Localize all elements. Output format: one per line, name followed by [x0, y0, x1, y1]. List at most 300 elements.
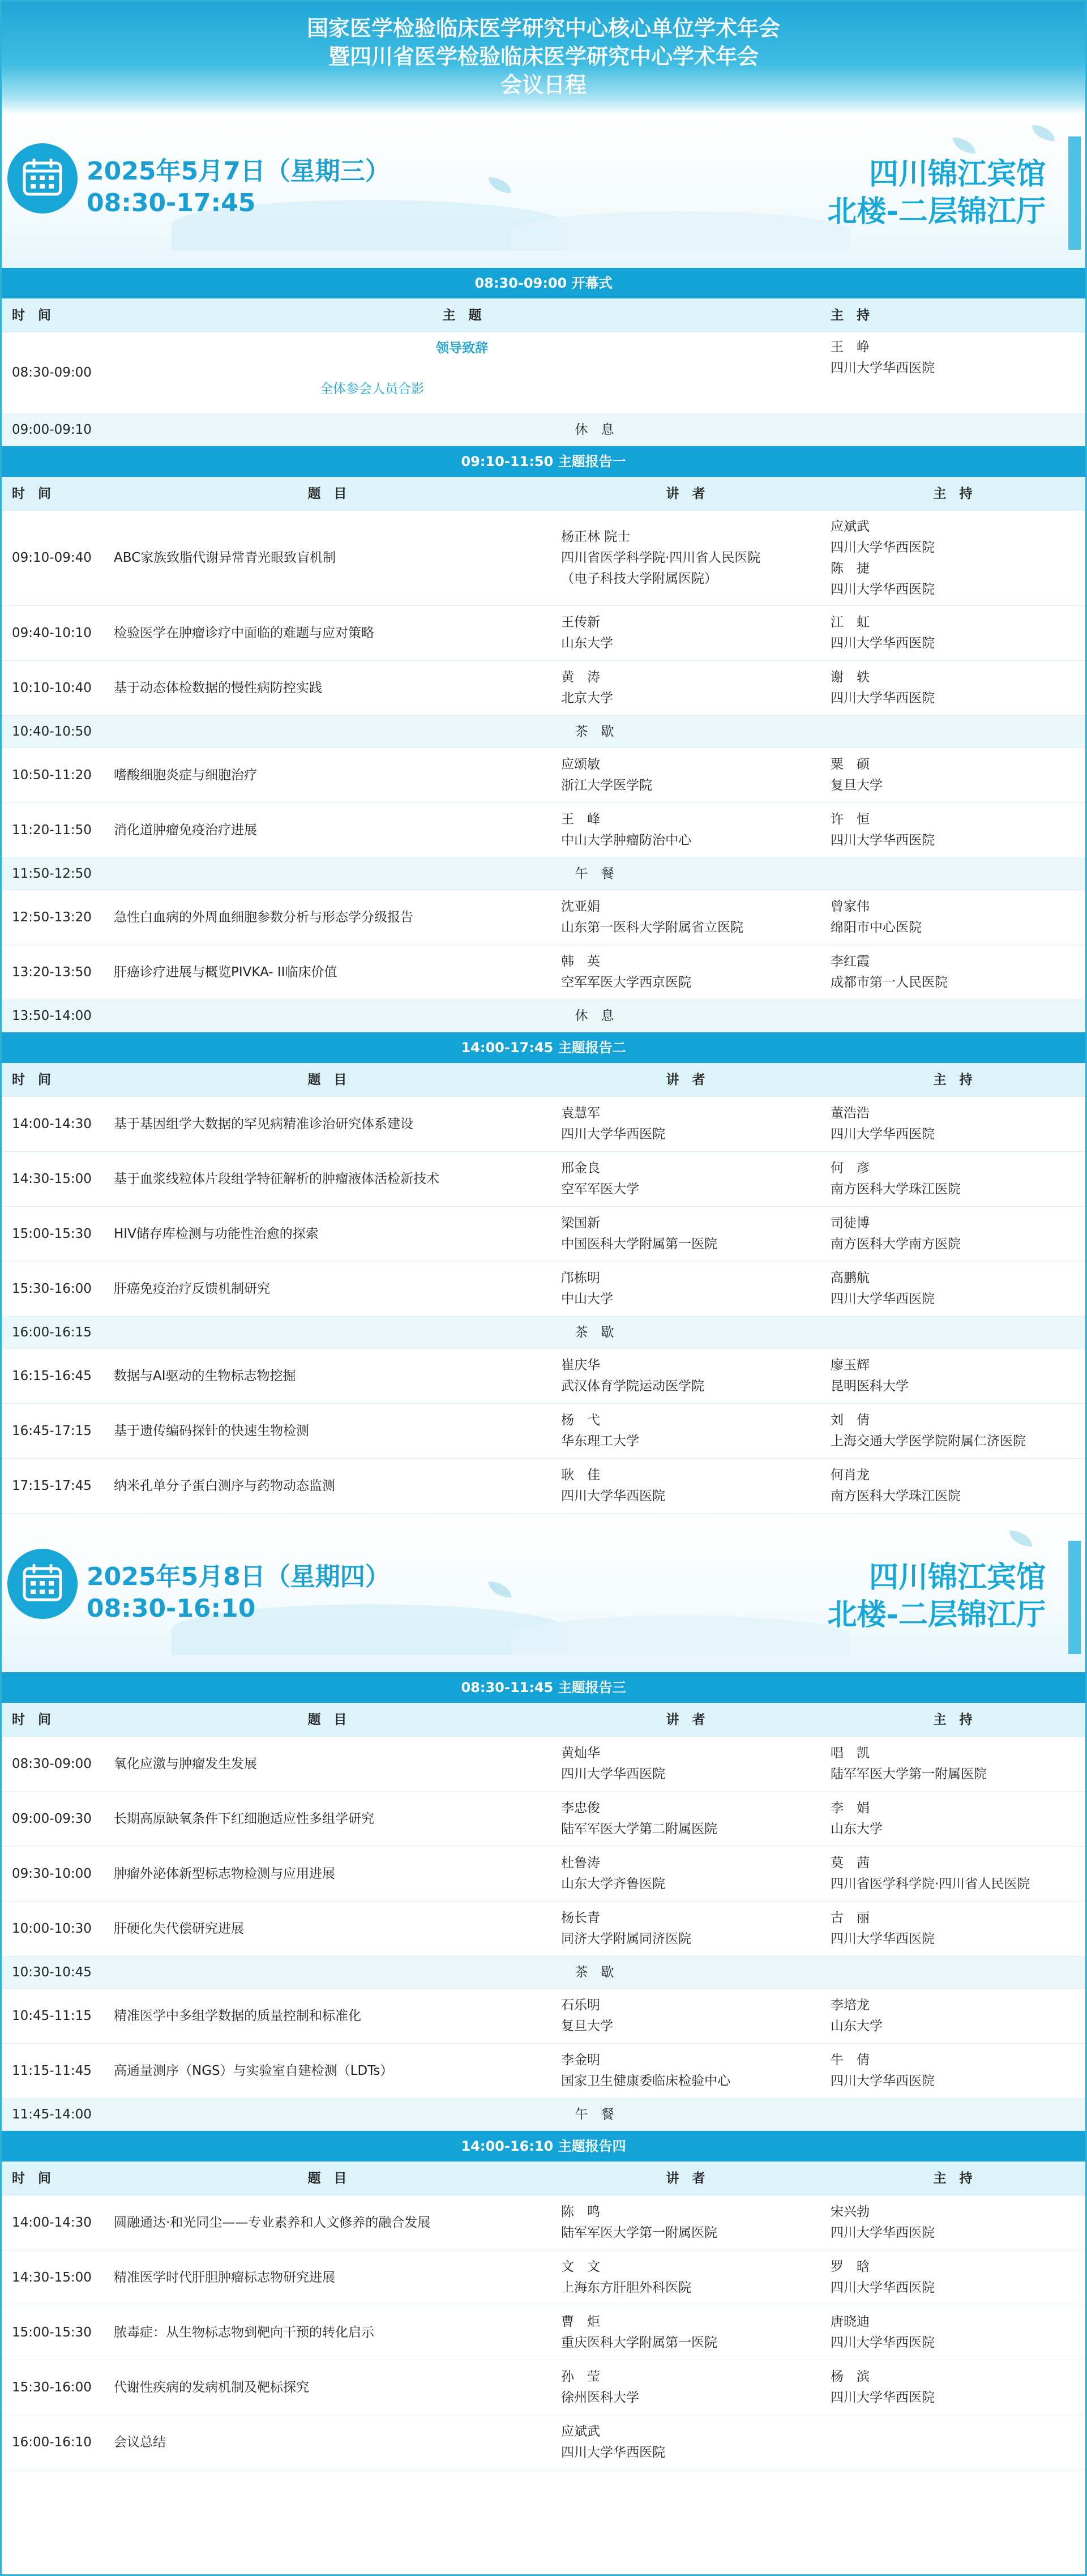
session-2-body — [2, 1032, 1085, 1514]
speaker-cell — [551, 1989, 820, 2044]
host-cell — [820, 748, 1085, 803]
speaker-org: 山东大学 — [561, 636, 613, 651]
header-speaker: 讲 者 — [551, 2162, 820, 2195]
session-header-opening — [2, 268, 1085, 299]
host-org: 四川大学华西医院 — [831, 1932, 935, 1946]
talk-row — [2, 1152, 1085, 1207]
host-org: 四川大学华西医院 — [831, 636, 935, 651]
host-name: 何 彦 — [831, 1161, 870, 1176]
speaker-cell — [551, 2044, 820, 2099]
speaker-org: 四川大学华西医院 — [561, 2445, 665, 2460]
talk-topic: 急性白血病的外周血细胞参数分析与形态学分级报告 — [104, 890, 551, 945]
host-cell — [820, 2305, 1085, 2360]
break-label: 休 息 — [104, 414, 1085, 446]
agenda-title: 会议日程 — [500, 72, 587, 97]
talk-row — [2, 1737, 1085, 1792]
host-name: 莫 茜 — [831, 1856, 870, 1870]
talk-time: 14:00-14:30 — [2, 2195, 104, 2250]
talk-topic: 氧化应激与肿瘤发生发展 — [104, 1737, 551, 1792]
speaker-org: 山东第一医科大学附属省立医院 — [561, 920, 743, 935]
speaker-org: 浙江大学医学院 — [561, 778, 652, 793]
talk-row — [2, 748, 1085, 803]
host-cell — [820, 1902, 1085, 1956]
speaker-name: 李忠俊 — [561, 1801, 600, 1815]
host-cell — [820, 1152, 1085, 1207]
host-cell — [820, 2415, 1085, 2470]
column-header-row — [2, 2162, 1085, 2195]
conference-title-2: 暨四川省医学检验临床医学研究中心学术年会 — [328, 44, 759, 69]
talk-time: 09:30-10:00 — [2, 1847, 104, 1902]
speaker-name: 黄 涛 — [561, 670, 600, 685]
day2-time: 08:30-16:10 — [87, 1594, 256, 1623]
header-time: 时 间 — [2, 299, 104, 332]
day1-date: 2025年5月7日（星期三） — [87, 157, 390, 186]
host-name: 李 娟 — [831, 1801, 870, 1815]
host-org: 四川省医学科学院·四川省人民医院 — [831, 1877, 1030, 1891]
host-org: 绵阳市中心医院 — [831, 920, 922, 935]
speaker-name: 韩 英 — [561, 954, 600, 969]
talk-topic: 精准医学时代肝胆肿瘤标志物研究进展 — [104, 2250, 551, 2305]
speaker-name: 邝栋明 — [561, 1271, 600, 1285]
talk-topic: 消化道肿瘤免疫治疗进展 — [104, 803, 551, 858]
talk-row — [2, 1459, 1085, 1514]
speaker-org: 陆军军医大学第一附属医院 — [561, 2225, 717, 2240]
header-host: 主 持 — [820, 1703, 1085, 1737]
speaker-org-2: （电子科技大学附属医院） — [561, 571, 717, 586]
talk-topic: 精准医学中多组学数据的质量控制和标准化 — [104, 1989, 551, 2044]
talk-row — [2, 2360, 1085, 2415]
break-row — [2, 1956, 1085, 1989]
speaker-org: 复旦大学 — [561, 2019, 613, 2034]
host-cell — [820, 1097, 1085, 1152]
talk-time: 08:30-09:00 — [2, 1737, 104, 1792]
speaker-org: 陆军军医大学第二附属医院 — [561, 1822, 717, 1836]
day2-date: 2025年5月8日（星期四） — [87, 1562, 390, 1591]
break-time: 11:50-12:50 — [2, 858, 104, 890]
speaker-org: 重庆医科大学附属第一医院 — [561, 2335, 717, 2350]
speaker-cell — [551, 890, 820, 945]
day2-venue-hotel: 四川锦江宾馆 — [868, 1561, 1046, 1595]
session-title: 08:30-11:45 主题报告三 — [2, 1672, 1085, 1703]
host-cell — [820, 945, 1085, 1000]
speaker-cell — [551, 1097, 820, 1152]
talk-topic: 肝癌诊疗进展与概览PIVKA- II临床价值 — [104, 945, 551, 1000]
talk-topic: 圆融通达·和光同尘——专业素养和人文修养的融合发展 — [104, 2195, 551, 2250]
speaker-name: 沈亚娟 — [561, 899, 600, 914]
speaker-org: 武汉体育学院运动医学院 — [561, 1379, 704, 1394]
host-cell — [820, 1737, 1085, 1792]
talk-time: 14:30-15:00 — [2, 2250, 104, 2305]
speaker-cell — [551, 511, 820, 606]
break-label: 午 餐 — [104, 858, 1085, 890]
session-title: 08:30-09:00 开幕式 — [2, 268, 1085, 299]
host-cell — [820, 1262, 1085, 1317]
host-org: 四川大学华西医院 — [831, 2390, 935, 2405]
talk-topic: 高通量测序（NGS）与实验室自建检测（LDTs） — [104, 2044, 551, 2099]
host-cell — [820, 1847, 1085, 1902]
speaker-org: 四川省医学科学院·四川省人民医院 — [561, 550, 761, 565]
header-speaker: 讲 者 — [551, 1063, 820, 1097]
break-label: 休 息 — [104, 1000, 1085, 1032]
break-time: 16:00-16:15 — [2, 1317, 104, 1349]
host-org: 上海交通大学医学院附属仁济医院 — [831, 1434, 1026, 1449]
header-host: 主 持 — [820, 299, 1085, 332]
speaker-org: 四川大学华西医院 — [561, 1489, 665, 1503]
talk-topic: 基于基因组学大数据的罕见病精准诊治研究体系建设 — [104, 1097, 551, 1152]
talk-topic: 数据与AI驱动的生物标志物挖掘 — [104, 1349, 551, 1404]
speaker-cell — [551, 661, 820, 716]
host-cell — [820, 1792, 1085, 1847]
speaker-cell — [551, 748, 820, 803]
header-time: 时 间 — [2, 1703, 104, 1737]
talk-row — [2, 1902, 1085, 1956]
speaker-name: 陈 鸣 — [561, 2205, 600, 2219]
column-header-row — [2, 1703, 1085, 1737]
host-org: 昆明医科大学 — [831, 1379, 909, 1394]
opening-item-photo: 全体参会人员合影 — [104, 365, 820, 414]
talk-row — [2, 1404, 1085, 1459]
speaker-org: 北京大学 — [561, 691, 613, 706]
host-org: 四川大学华西医院 — [831, 1292, 935, 1306]
day1-venue-block — [827, 156, 1046, 230]
header-host: 主 持 — [820, 477, 1085, 511]
talk-topic: 嗜酸细胞炎症与细胞治疗 — [104, 748, 551, 803]
host-org: 四川大学华西医院 — [831, 833, 935, 848]
host-name: 谢 轶 — [831, 670, 870, 685]
host-cell — [820, 1207, 1085, 1262]
calendar-circle — [7, 1549, 78, 1619]
session-title: 14:00-16:10 主题报告四 — [2, 2131, 1085, 2162]
host-name: 罗 晗 — [831, 2259, 870, 2274]
leaf-decoration — [953, 138, 975, 153]
talk-row — [2, 1207, 1085, 1262]
talk-time: 16:45-17:15 — [2, 1404, 104, 1459]
opening-row-1 — [2, 332, 1085, 365]
talk-row — [2, 606, 1085, 661]
host-name: 王 峥 — [831, 340, 870, 354]
speaker-name: 杨 弋 — [561, 1413, 600, 1428]
day1-venue-hall: 北楼-二层锦江厅 — [827, 195, 1046, 229]
header-speaker: 讲 者 — [551, 477, 820, 511]
host-cell — [820, 606, 1085, 661]
speaker-org: 中国医科大学附属第一医院 — [561, 1237, 717, 1251]
host-org: 四川大学华西医院 — [831, 540, 935, 555]
speaker-cell — [551, 1349, 820, 1404]
day2-date-block — [87, 1561, 390, 1625]
speaker-name: 应颂敏 — [561, 757, 600, 772]
host-org: 复旦大学 — [831, 778, 883, 793]
host-name: 陈 捷 — [831, 561, 870, 576]
speaker-cell — [551, 1152, 820, 1207]
talk-time: 10:10-10:40 — [2, 661, 104, 716]
speaker-org: 四川大学华西医院 — [561, 1127, 665, 1142]
speaker-cell — [551, 2360, 820, 2415]
speaker-cell — [551, 1737, 820, 1792]
speaker-name: 王 峰 — [561, 812, 600, 827]
talk-time: 09:40-10:10 — [2, 606, 104, 661]
break-row — [2, 1317, 1085, 1349]
speaker-org: 同济大学附属同济医院 — [561, 1932, 691, 1946]
talk-time: 10:00-10:30 — [2, 1902, 104, 1956]
calendar-circle — [7, 143, 78, 213]
host-org: 南方医科大学珠江医院 — [831, 1489, 961, 1503]
header-time: 时 间 — [2, 1063, 104, 1097]
speaker-org: 山东大学齐鲁医院 — [561, 1877, 665, 1891]
host-name: 牛 倩 — [831, 2053, 870, 2067]
accent-bar — [1068, 1541, 1081, 1654]
talk-time: 17:15-17:45 — [2, 1459, 104, 1514]
host-cell — [820, 890, 1085, 945]
talk-row — [2, 661, 1085, 716]
talk-topic: 基于遗传编码探针的快速生物检测 — [104, 1404, 551, 1459]
conference-title-1: 国家医学检验临床医学研究中心核心单位学术年会 — [306, 16, 780, 41]
host-name: 李培龙 — [831, 1998, 870, 2013]
host-org: 四川大学华西医院 — [831, 582, 935, 597]
talk-row — [2, 2044, 1085, 2099]
talk-topic: 肝硬化失代偿研究进展 — [104, 1902, 551, 1956]
day2-venue-block — [827, 1559, 1046, 1634]
host-org: 南方医科大学南方医院 — [831, 1237, 961, 1251]
opening-host — [820, 332, 1085, 414]
speaker-name: 杜鲁涛 — [561, 1856, 600, 1870]
session-title: 14:00-17:45 主题报告二 — [2, 1032, 1085, 1063]
host-org: 四川大学华西医院 — [831, 1127, 935, 1142]
break-label: 午 餐 — [104, 2099, 1085, 2131]
host-name: 高鹏航 — [831, 1271, 870, 1285]
talk-time: 10:50-11:20 — [2, 748, 104, 803]
talk-time: 16:15-16:45 — [2, 1349, 104, 1404]
speaker-name: 梁国新 — [561, 1216, 600, 1231]
break-label: 茶 歇 — [104, 1956, 1085, 1989]
talk-row — [2, 2250, 1085, 2305]
break-row — [2, 2099, 1085, 2131]
host-name: 司徒博 — [831, 1216, 870, 1231]
talk-row — [2, 1097, 1085, 1152]
host-name: 许 恒 — [831, 812, 870, 827]
session-3-body — [2, 1672, 1085, 2131]
speaker-org: 国家卫生健康委临床检验中心 — [561, 2074, 730, 2088]
speaker-cell — [551, 2415, 820, 2470]
session-header-row — [2, 1032, 1085, 1063]
session-title: 09:10-11:50 主题报告一 — [2, 446, 1085, 477]
header-host: 主 持 — [820, 1063, 1085, 1097]
leaf-decoration — [1032, 125, 1055, 141]
break-row — [2, 1000, 1085, 1032]
opening-item-speech — [104, 332, 820, 365]
speaker-name: 李金明 — [561, 2053, 600, 2067]
talk-row — [2, 2305, 1085, 2360]
opening-item-speech-label: 领导致辞 — [436, 341, 488, 356]
talk-topic: 肿瘤外泌体新型标志物检测与应用进展 — [104, 1847, 551, 1902]
host-cell — [820, 803, 1085, 858]
host-name: 唐晓迪 — [831, 2314, 870, 2329]
host-org: 四川大学华西医院 — [831, 2335, 935, 2350]
host-name: 宋兴勃 — [831, 2205, 870, 2219]
host-org: 山东大学 — [831, 1822, 883, 1836]
talk-time: 10:45-11:15 — [2, 1989, 104, 2044]
break-row — [2, 716, 1085, 748]
host-org: 四川大学华西医院 — [831, 2074, 935, 2088]
host-name: 曾家伟 — [831, 899, 870, 914]
speaker-cell — [551, 1902, 820, 1956]
session-header-row — [2, 446, 1085, 477]
talk-time: 09:10-09:40 — [2, 511, 104, 606]
host-org: 四川大学华西医院 — [831, 361, 935, 375]
speaker-name: 杨正林 院士 — [561, 529, 631, 544]
talk-row — [2, 2415, 1085, 2470]
speaker-org: 空军军医大学西京医院 — [561, 975, 691, 990]
day1-venue-hotel: 四川锦江宾馆 — [868, 157, 1046, 191]
speaker-name: 应斌武 — [561, 2424, 600, 2439]
speaker-name: 邢金良 — [561, 1161, 600, 1176]
talk-row — [2, 945, 1085, 1000]
host-name: 江 虹 — [831, 615, 870, 630]
host-org: 陆军军医大学第一附属医院 — [831, 1767, 987, 1782]
mountain-decoration — [511, 1616, 851, 1655]
calendar-icon — [23, 159, 62, 196]
day1-date-block — [87, 156, 390, 219]
break-row — [2, 414, 1085, 446]
host-cell — [820, 511, 1085, 606]
talk-time: 15:30-16:00 — [2, 1262, 104, 1317]
session-1-body — [2, 446, 1085, 1032]
day1-time: 08:30-17:45 — [87, 189, 256, 217]
break-time: 13:50-14:00 — [2, 1000, 104, 1032]
talk-row — [2, 511, 1085, 606]
talk-time: 11:15-11:45 — [2, 2044, 104, 2099]
leaf-decoration — [1009, 1531, 1032, 1547]
talk-time: 12:50-13:20 — [2, 890, 104, 945]
calendar-icon — [23, 1564, 62, 1601]
speaker-name: 黄灿华 — [561, 1746, 600, 1761]
talk-row — [2, 890, 1085, 945]
host-cell — [820, 2360, 1085, 2415]
talk-topic: 脓毒症：从生物标志物到靶向干预的转化启示 — [104, 2305, 551, 2360]
talk-time: 13:20-13:50 — [2, 945, 104, 1000]
speaker-cell — [551, 1262, 820, 1317]
host-name: 何肖龙 — [831, 1468, 870, 1483]
speaker-name: 王传新 — [561, 615, 600, 630]
speaker-org: 华东理工大学 — [561, 1434, 639, 1449]
speaker-cell — [551, 945, 820, 1000]
talk-topic: HIV储存库检测与功能性治愈的探索 — [104, 1207, 551, 1262]
host-org: 四川大学华西医院 — [831, 691, 935, 706]
speaker-name: 文 文 — [561, 2259, 600, 2274]
host-cell — [820, 1349, 1085, 1404]
day2-banner — [2, 1514, 1085, 1672]
host-cell — [820, 2195, 1085, 2250]
column-header-row — [2, 477, 1085, 511]
day1-schedule-table — [2, 268, 1085, 1514]
column-header-row — [2, 1063, 1085, 1097]
host-cell — [820, 1459, 1085, 1514]
speaker-cell — [551, 2305, 820, 2360]
speaker-cell — [551, 1404, 820, 1459]
break-time: 09:00-09:10 — [2, 414, 104, 446]
header-topic: 主 题 — [104, 299, 820, 332]
speaker-cell — [551, 1459, 820, 1514]
talk-topic: 肝癌免疫治疗反馈机制研究 — [104, 1262, 551, 1317]
speaker-name: 崔庆华 — [561, 1358, 600, 1373]
talk-row — [2, 1989, 1085, 2044]
host-cell — [820, 2044, 1085, 2099]
talk-topic: 会议总结 — [104, 2415, 551, 2470]
talk-row — [2, 1262, 1085, 1317]
session-header-row — [2, 1672, 1085, 1703]
header-topic: 题 目 — [104, 477, 551, 511]
header-time: 时 间 — [2, 477, 104, 511]
accent-bar — [1068, 136, 1081, 250]
title-block — [2, 2, 1085, 115]
header-topic: 题 目 — [104, 2162, 551, 2195]
host-name: 杨 滨 — [831, 2369, 870, 2384]
speaker-name: 耿 佳 — [561, 1468, 600, 1483]
header-speaker: 讲 者 — [551, 1703, 820, 1737]
talk-row — [2, 1792, 1085, 1847]
speaker-name: 石乐明 — [561, 1998, 600, 2013]
talk-row — [2, 1349, 1085, 1404]
header-topic: 题 目 — [104, 1063, 551, 1097]
leaf-decoration — [489, 1582, 511, 1597]
day1-banner — [2, 115, 1085, 268]
speaker-org: 中山大学肿瘤防治中心 — [561, 833, 691, 848]
day2-venue-hall: 北楼-二层锦江厅 — [827, 1598, 1046, 1632]
host-name: 应斌武 — [831, 519, 870, 534]
day2-schedule-table — [2, 1672, 1085, 2470]
speaker-org: 空军军医大学 — [561, 1182, 639, 1197]
speaker-cell — [551, 1792, 820, 1847]
talk-topic: ABC家族致脂代谢异常青光眼致盲机制 — [104, 511, 551, 606]
break-label: 茶 歇 — [104, 1317, 1085, 1349]
speaker-cell — [551, 606, 820, 661]
mountain-decoration — [511, 211, 851, 251]
host-org: 成都市第一人民医院 — [831, 975, 948, 990]
break-row — [2, 858, 1085, 890]
speaker-org: 中山大学 — [561, 1292, 613, 1306]
speaker-name: 杨长青 — [561, 1911, 600, 1925]
host-org: 南方医科大学珠江医院 — [831, 1182, 961, 1197]
talk-time: 15:00-15:30 — [2, 2305, 104, 2360]
break-time: 10:30-10:45 — [2, 1956, 104, 1989]
speaker-name: 袁慧军 — [561, 1106, 600, 1121]
header-host: 主 持 — [820, 2162, 1085, 2195]
talk-time: 09:00-09:30 — [2, 1792, 104, 1847]
speaker-cell — [551, 803, 820, 858]
host-org: 四川大学华西医院 — [831, 2280, 935, 2295]
talk-time: 14:00-14:30 — [2, 1097, 104, 1152]
speaker-name: 曹 炬 — [561, 2314, 600, 2329]
host-cell — [820, 661, 1085, 716]
talk-row — [2, 1847, 1085, 1902]
talk-topic: 基于血浆线粒体片段组学特征解析的肿瘤液体活检新技术 — [104, 1152, 551, 1207]
speaker-org: 四川大学华西医院 — [561, 1767, 665, 1782]
talk-time: 15:00-15:30 — [2, 1207, 104, 1262]
host-name: 唱 凯 — [831, 1746, 870, 1761]
leaf-decoration — [489, 177, 511, 193]
host-org: 四川大学华西医院 — [831, 2225, 935, 2240]
talk-row — [2, 803, 1085, 858]
speaker-cell — [551, 2195, 820, 2250]
talk-time: 11:20-11:50 — [2, 803, 104, 858]
host-cell — [820, 1989, 1085, 2044]
talk-topic: 基于动态体检数据的慢性病防控实践 — [104, 661, 551, 716]
header-time: 时 间 — [2, 2162, 104, 2195]
session-header-row — [2, 2131, 1085, 2162]
session-4-body — [2, 2131, 1085, 2470]
host-name: 董浩浩 — [831, 1106, 870, 1121]
header-topic: 题 目 — [104, 1703, 551, 1737]
host-name: 古 丽 — [831, 1911, 870, 1925]
